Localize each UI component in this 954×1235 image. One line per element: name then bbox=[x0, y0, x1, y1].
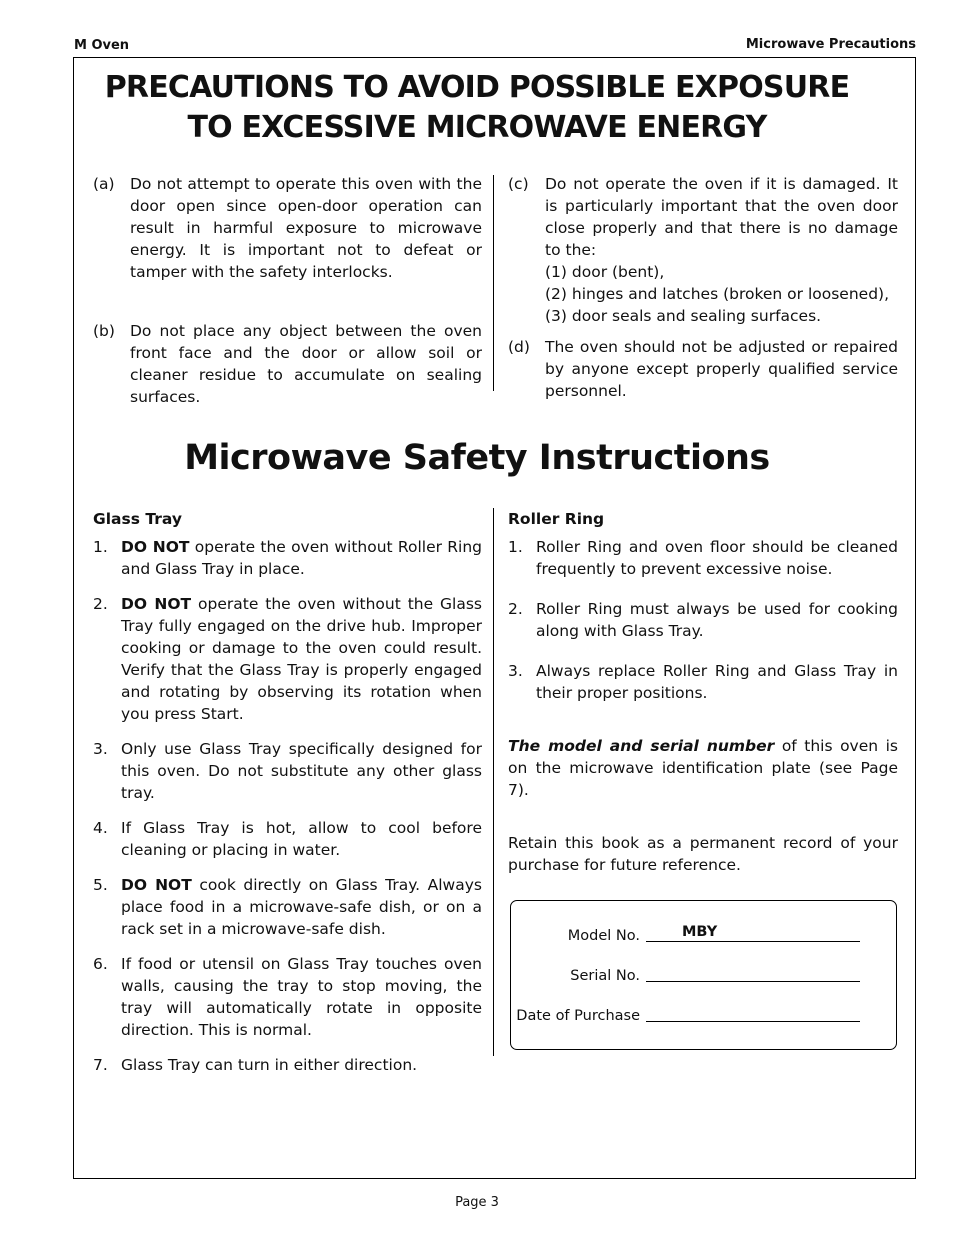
item-number: 1. bbox=[93, 538, 108, 556]
roller-ring-section bbox=[508, 508, 898, 876]
precaution-c-intro: Do not operate the oven if it is damaged. It is particularly important that the oven door close properly and that there is no damage to the: bbox=[545, 175, 898, 259]
precautions-title-line1: PRECAUTIONS TO AVOID POSSIBLE EXPOSURE bbox=[104, 70, 850, 105]
precaution-c-subitem: (2) hinges and latches (broken or loosened), bbox=[545, 285, 890, 303]
precautions-left-column bbox=[93, 173, 482, 408]
item-text: Roller Ring must always be used for cooking along with Glass Tray. bbox=[536, 600, 898, 640]
item-text: Roller Ring and oven floor should be cleaned frequently to prevent excessive noise. bbox=[536, 538, 898, 578]
precaution-c-subitem: (1) door (bent), bbox=[545, 263, 665, 281]
glass-tray-heading: Glass Tray bbox=[93, 510, 182, 528]
precaution-c-subitem: (3) door seals and sealing surfaces. bbox=[545, 307, 822, 325]
item-number: 2. bbox=[93, 595, 108, 613]
purchase-date-field[interactable] bbox=[646, 1001, 860, 1022]
precautions-title bbox=[0, 68, 954, 148]
glass-tray-section bbox=[93, 508, 482, 1089]
item-bold: DO NOT bbox=[121, 595, 192, 613]
glass-tray-item bbox=[93, 874, 482, 940]
model-number-field[interactable] bbox=[646, 921, 860, 942]
model-number-row bbox=[511, 924, 896, 946]
glass-tray-item bbox=[93, 1054, 482, 1076]
item-body: If Glass Tray is hot, allow to cool before cleaning or placing in water. bbox=[121, 819, 482, 859]
precaution-text bbox=[545, 173, 898, 327]
precaution-text: Do not place any object between the oven front face and the door or allow soil or cleaner residue to accumulate on sealing surfaces. bbox=[130, 322, 482, 406]
item-text bbox=[121, 953, 482, 1041]
safety-title: Microwave Safety Instructions bbox=[184, 438, 770, 478]
retain-note: Retain this book as a permanent record of your purchase for future reference. bbox=[508, 834, 898, 874]
item-text bbox=[121, 817, 482, 861]
model-note-text: of this oven is on the microwave identification plate (see Page 7). bbox=[508, 737, 898, 799]
item-number: 3. bbox=[93, 740, 108, 758]
item-number: 3. bbox=[508, 662, 523, 680]
precautions-column-divider bbox=[493, 175, 494, 391]
precaution-label: (c) bbox=[508, 175, 529, 193]
item-body: If food or utensil on Glass Tray touches oven walls, causing the tray to stop moving, the tray will automatically rotate in opposite direction. This is normal. bbox=[121, 955, 482, 1039]
item-body: cook directly on Glass Tray. Always place food in a microwave-safe dish, or on a rack set in a microwave-safe dish. bbox=[121, 876, 482, 938]
item-number: 5. bbox=[93, 876, 108, 894]
owner-record-box bbox=[510, 900, 897, 1050]
serial-number-label: Serial No. bbox=[570, 968, 640, 984]
precaution-text: The oven should not be adjusted or repaired by anyone except properly qualified service personnel. bbox=[545, 338, 898, 400]
roller-ring-item bbox=[508, 536, 898, 580]
item-number: 2. bbox=[508, 600, 523, 618]
model-note-emphasis: The model and serial number bbox=[508, 737, 775, 755]
precaution-text: Do not attempt to operate this oven with the door open since open-door operation can result in harmful exposure to microwave energy. It is important not to defeat or tamper with the safety interlocks. bbox=[130, 175, 482, 281]
precaution-label: (a) bbox=[93, 175, 115, 193]
item-body: Glass Tray can turn in either direction. bbox=[121, 1056, 418, 1074]
safety-column-divider bbox=[493, 508, 494, 1056]
item-text: Always replace Roller Ring and Glass Tray in their proper positions. bbox=[536, 662, 898, 702]
model-serial-note bbox=[508, 735, 898, 801]
precaution-label: (b) bbox=[93, 322, 115, 340]
item-bold: DO NOT bbox=[121, 538, 190, 556]
item-text bbox=[121, 536, 482, 580]
item-number: 7. bbox=[93, 1056, 108, 1074]
item-bold: DO NOT bbox=[121, 876, 192, 894]
precautions-right-column bbox=[508, 173, 898, 402]
header-left-title: M Oven bbox=[74, 38, 130, 53]
roller-ring-item bbox=[508, 598, 898, 642]
item-text bbox=[121, 738, 482, 804]
glass-tray-item bbox=[93, 593, 482, 725]
item-number: 1. bbox=[508, 538, 523, 556]
purchase-date-row bbox=[511, 1004, 896, 1026]
glass-tray-item bbox=[93, 953, 482, 1041]
precaution-item-b bbox=[93, 320, 482, 408]
model-number-value: MBY bbox=[682, 924, 718, 940]
precaution-item-c bbox=[508, 173, 898, 327]
glass-tray-item bbox=[93, 817, 482, 861]
item-body: operate the oven without Roller Ring and Glass Tray in place. bbox=[121, 538, 482, 578]
serial-number-row bbox=[511, 964, 896, 986]
precaution-item-d bbox=[508, 336, 898, 402]
precaution-item-a bbox=[93, 173, 482, 283]
serial-number-field[interactable] bbox=[646, 961, 860, 982]
item-body: Only use Glass Tray specifically designed for this oven. Do not substitute any other glass tray. bbox=[121, 740, 482, 802]
roller-ring-item bbox=[508, 660, 898, 704]
glass-tray-item bbox=[93, 738, 482, 804]
item-text bbox=[121, 593, 482, 725]
item-number: 4. bbox=[93, 819, 108, 837]
page-number: Page 3 bbox=[455, 1195, 499, 1210]
precautions-title-line2: TO EXCESSIVE MICROWAVE ENERGY bbox=[187, 110, 767, 145]
glass-tray-item bbox=[93, 536, 482, 580]
precaution-label: (d) bbox=[508, 338, 530, 356]
item-text bbox=[121, 1054, 482, 1076]
item-text bbox=[121, 874, 482, 940]
roller-ring-heading: Roller Ring bbox=[508, 510, 605, 528]
header-right-title: Microwave Precautions bbox=[745, 37, 916, 52]
model-number-label: Model No. bbox=[567, 928, 640, 944]
item-number: 6. bbox=[93, 955, 108, 973]
purchase-date-label: Date of Purchase bbox=[516, 1008, 640, 1024]
item-body: operate the oven without the Glass Tray fully engaged on the drive hub. Improper cooking or damage to the oven could result. Verify that the Glass Tray is properly engaged and rotating by observing its rotation when you press Start. bbox=[121, 595, 482, 723]
